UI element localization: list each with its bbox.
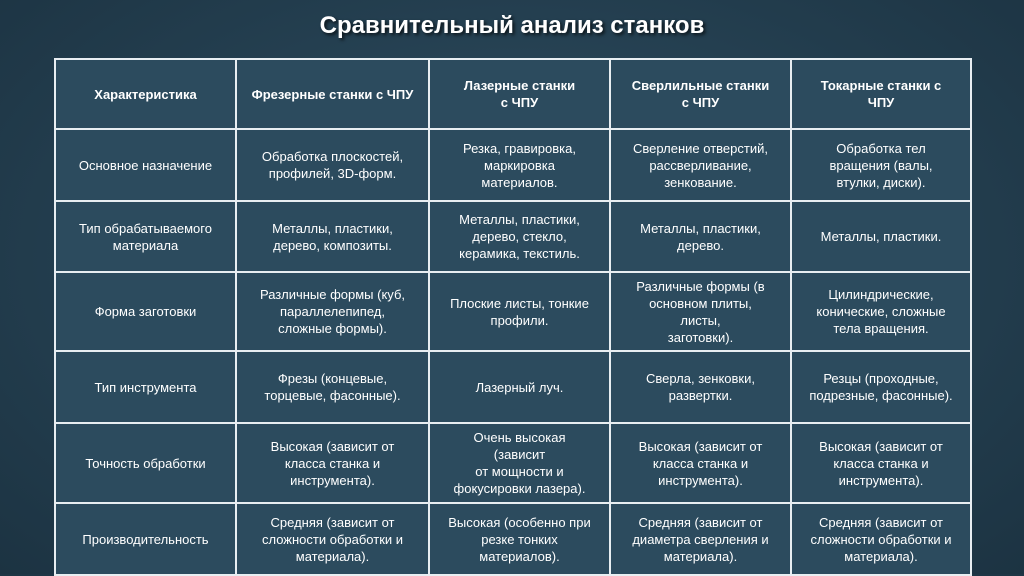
- table-cell: Тип обрабатываемого материала: [55, 201, 236, 272]
- table-cell: Различные формы (куб, параллелепипед, сложные формы).: [236, 272, 429, 351]
- table-row: [55, 351, 971, 423]
- table-cell: Металлы, пластики, дерево.: [610, 201, 791, 272]
- table-cell: Средняя (зависит от сложности обработки и материала).: [791, 503, 971, 575]
- table-cell: Сверла, зенковки, развертки.: [610, 351, 791, 423]
- table-cell: Высокая (зависит от класса станка и инструмента).: [236, 423, 429, 503]
- table-cell: Средняя (зависит от диаметра сверления и материала).: [610, 503, 791, 575]
- table-cell: Фрезы (концевые, торцевые, фасонные).: [236, 351, 429, 423]
- table-cell: Высокая (зависит от класса станка и инструмента).: [610, 423, 791, 503]
- header-cell: Характеристика: [55, 59, 236, 129]
- table-cell: Металлы, пластики, дерево, композиты.: [236, 201, 429, 272]
- table-cell: Плоские листы, тонкие профили.: [429, 272, 610, 351]
- table-row: [55, 129, 971, 201]
- table-row: [55, 423, 971, 503]
- table-cell: Обработка плоскостей, профилей, 3D-форм.: [236, 129, 429, 201]
- table-header-row: [55, 59, 971, 129]
- table-cell: Резцы (проходные, подрезные, фасонные).: [791, 351, 971, 423]
- table-row: [55, 503, 971, 575]
- table-cell: Средняя (зависит от сложности обработки и материала).: [236, 503, 429, 575]
- table-cell: Лазерный луч.: [429, 351, 610, 423]
- table-cell: Производительность: [55, 503, 236, 575]
- table-cell: Высокая (зависит от класса станка и инструмента).: [791, 423, 971, 503]
- table-cell: Очень высокая (зависит от мощности и фокусировки лазера).: [429, 423, 610, 503]
- table-cell: Сверление отверстий, рассверливание, зенкование.: [610, 129, 791, 201]
- table-cell: Точность обработки: [55, 423, 236, 503]
- header-cell: Сверлильные станки с ЧПУ: [610, 59, 791, 129]
- comparison-table: [54, 58, 972, 576]
- slide-title: Сравнительный анализ станков: [319, 12, 705, 39]
- table-row: [55, 272, 971, 351]
- table-cell: Различные формы (в основном плиты, листы, заготовки).: [610, 272, 791, 351]
- table-cell: Форма заготовки: [55, 272, 236, 351]
- table-cell: Обработка тел вращения (валы, втулки, диски).: [791, 129, 971, 201]
- header-cell: Токарные станки с ЧПУ: [791, 59, 971, 129]
- header-cell: Фрезерные станки с ЧПУ: [236, 59, 429, 129]
- table-cell: Цилиндрические, конические, сложные тела вращения.: [791, 272, 971, 351]
- table-cell: Высокая (особенно при резке тонких материалов).: [429, 503, 610, 575]
- table-cell: Резка, гравировка, маркировка материалов.: [429, 129, 610, 201]
- table-cell: Тип инструмента: [55, 351, 236, 423]
- table-cell: Металлы, пластики.: [791, 201, 971, 272]
- table-cell: Металлы, пластики, дерево, стекло, керамика, текстиль.: [429, 201, 610, 272]
- table-cell: Основное назначение: [55, 129, 236, 201]
- header-cell: Лазерные станки с ЧПУ: [429, 59, 610, 129]
- table-row: [55, 201, 971, 272]
